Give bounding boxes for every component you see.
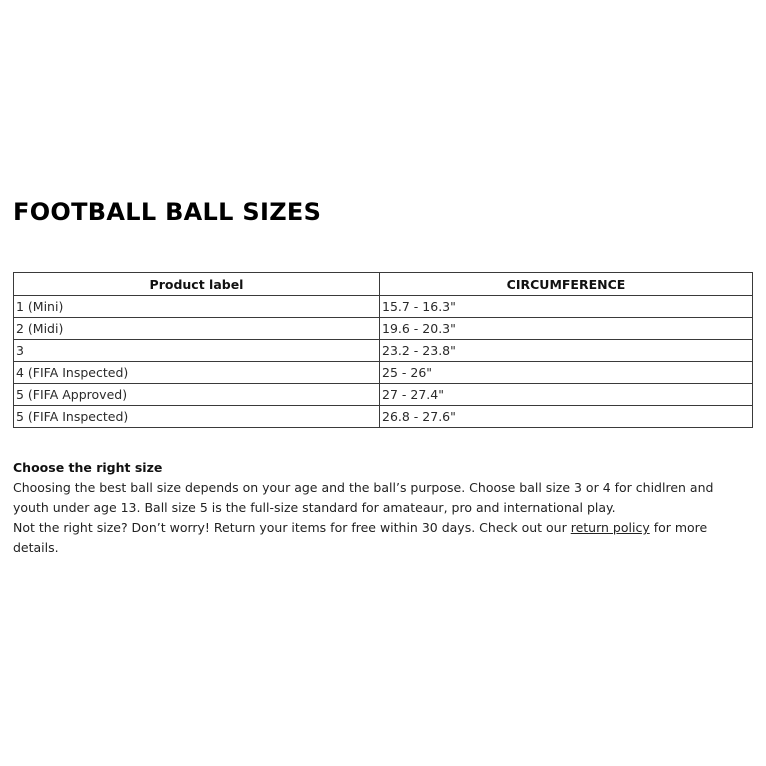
table-row bbox=[14, 384, 753, 406]
return-text-before: Not the right size? Don’t worry! Return your items for free within 30 days. Check out our bbox=[13, 520, 571, 535]
table-header-row bbox=[14, 273, 753, 296]
product-label-cell: 2 (Midi) bbox=[14, 318, 380, 340]
circumference-cell: 25 - 26" bbox=[380, 362, 753, 384]
product-label-cell: 4 (FIFA Inspected) bbox=[14, 362, 380, 384]
table-row bbox=[14, 296, 753, 318]
table-row bbox=[14, 318, 753, 340]
return-paragraph bbox=[13, 518, 733, 558]
circumference-cell: 27 - 27.4" bbox=[380, 384, 753, 406]
product-label-cell: 5 (FIFA Inspected) bbox=[14, 406, 380, 428]
table-row bbox=[14, 406, 753, 428]
table-row bbox=[14, 340, 753, 362]
circumference-cell: 23.2 - 23.8" bbox=[380, 340, 753, 362]
circumference-cell: 15.7 - 16.3" bbox=[380, 296, 753, 318]
size-guidance bbox=[13, 458, 733, 558]
column-header-circumference: CIRCUMFERENCE bbox=[380, 273, 753, 296]
table-row bbox=[14, 362, 753, 384]
guidance-heading: Choose the right size bbox=[13, 460, 163, 475]
product-label-cell: 5 (FIFA Approved) bbox=[14, 384, 380, 406]
circumference-cell: 26.8 - 27.6" bbox=[380, 406, 753, 428]
return-text-after: for more details. bbox=[13, 520, 708, 555]
column-header-product-label: Product label bbox=[14, 273, 380, 296]
size-table bbox=[13, 272, 753, 428]
product-label-cell: 3 bbox=[14, 340, 380, 362]
page-title: FOOTBALL BALL SIZES bbox=[13, 198, 322, 226]
circumference-cell: 19.6 - 20.3" bbox=[380, 318, 753, 340]
return-policy-link[interactable]: return policy bbox=[570, 520, 650, 535]
guidance-paragraph: Choosing the best ball size depends on your age and the ball’s purpose. Choose ball size 3 or 4 for chidlren and youth under age 13. Ball size 5 is the full-size standard for amateaur, pro and international play. bbox=[13, 480, 714, 515]
product-label-cell: 1 (Mini) bbox=[14, 296, 380, 318]
